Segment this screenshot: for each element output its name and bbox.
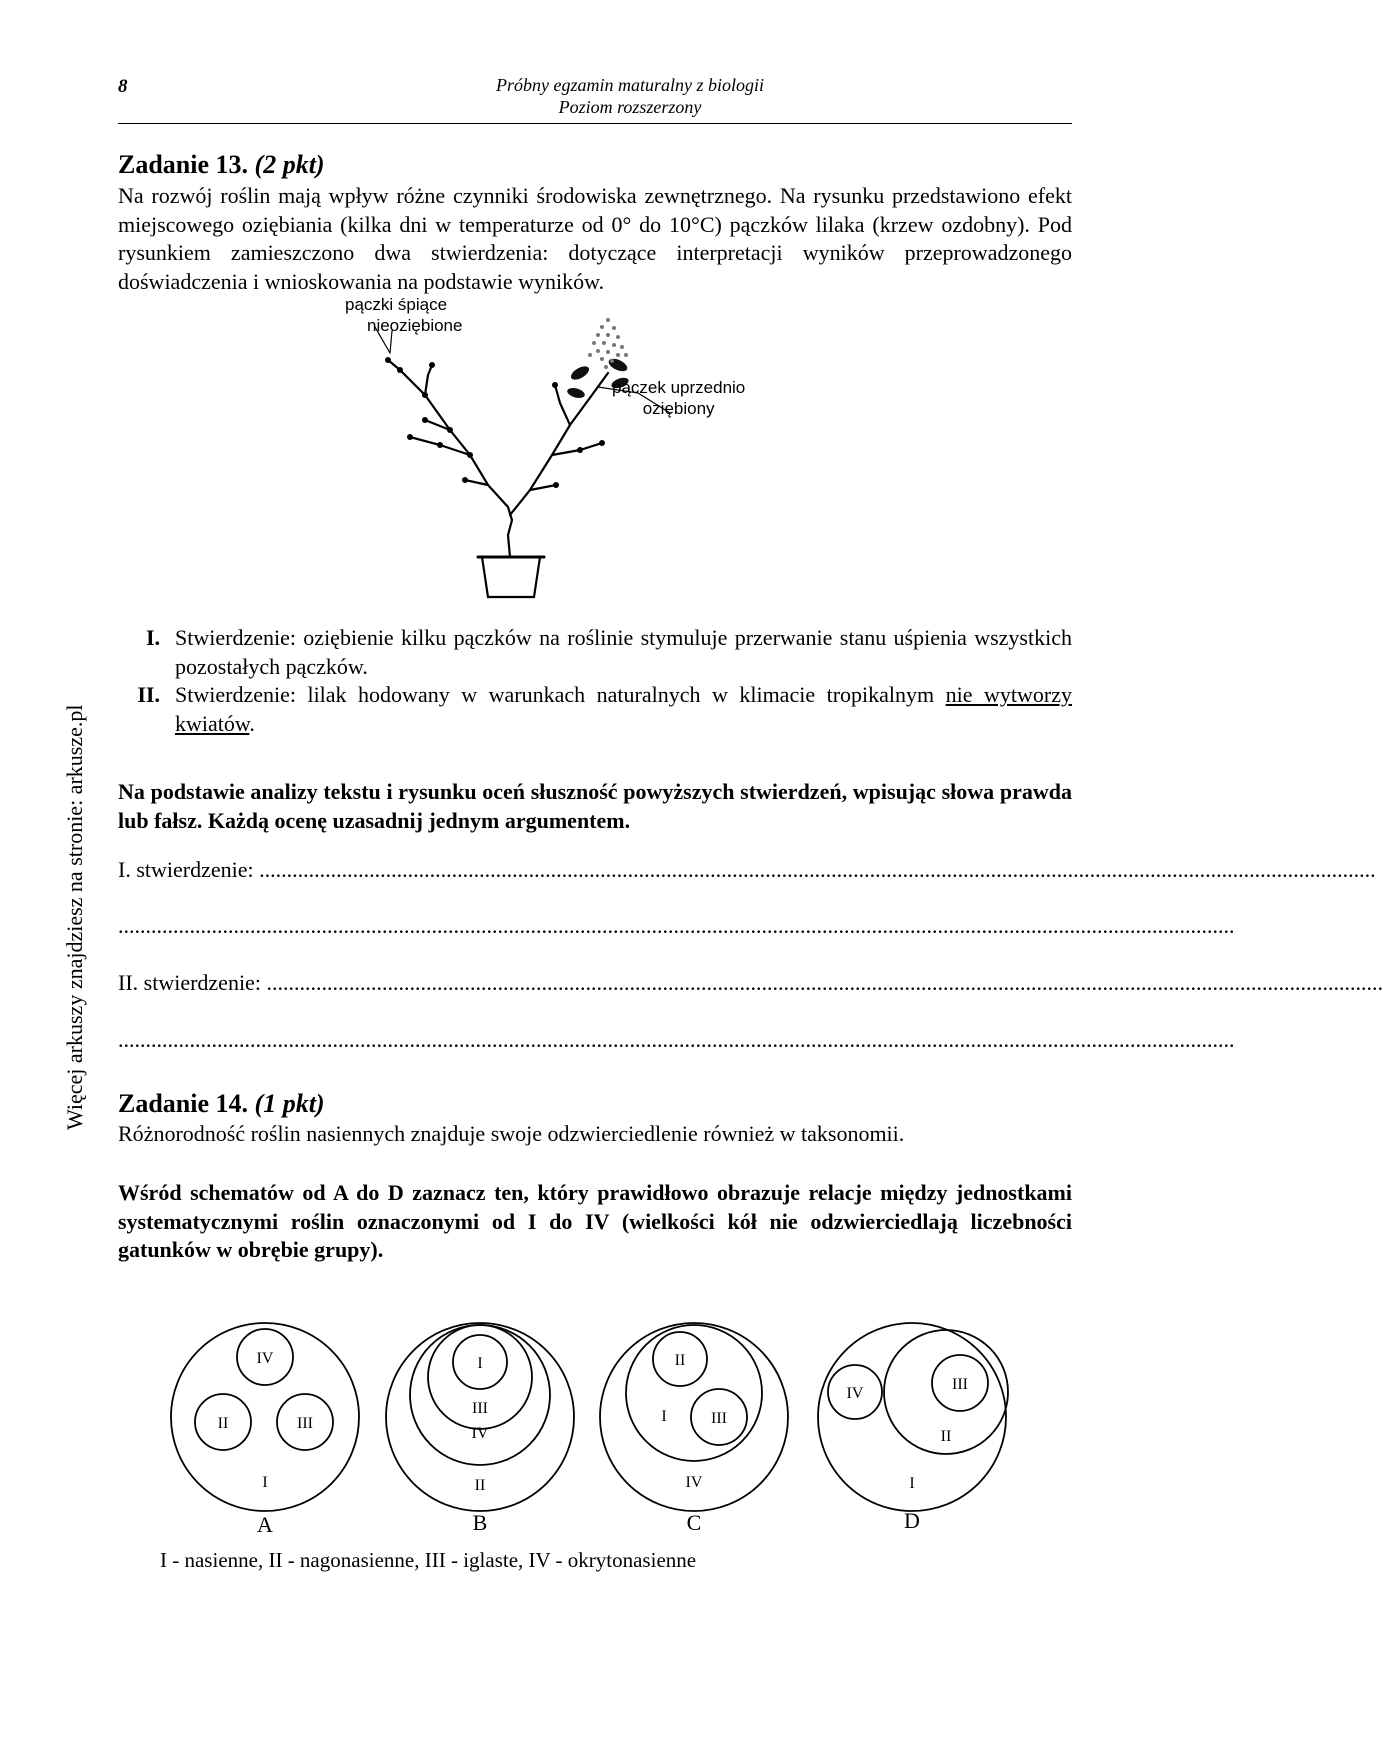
taxonomy-legend: I - nasienne, II - nagonasienne, III - iglaste, IV - okrytonasienne xyxy=(160,1548,697,1572)
diagram-b-label-iv: IV xyxy=(471,1425,489,1442)
diagram-c-circle-i xyxy=(626,1325,762,1461)
task13-intro: Na rozwój roślin mają wpływ różne czynniki środowiska zewnętrznego. Na rysunku przedstawiono efekt miejscowego oziębiania (kilka dni w temperaturze od 0° do 10°C) pączków lilaka (krzew ozdobny). Pod rysunkiem zamieszczono dwa stwierdzenia: dotyczące interpretacji wyników przeprowadzonego doświadczenia i wnioskowania na podstawie wyników. xyxy=(118,183,1072,294)
label-cooled-bud xyxy=(612,377,745,419)
label-dormant-buds xyxy=(345,294,462,336)
diagram-b-letter: B xyxy=(472,1510,488,1535)
diagram-a-letter: A xyxy=(257,1512,273,1537)
answer-line-2[interactable] xyxy=(118,912,1235,940)
diagram-c-label-ii: II xyxy=(674,1352,686,1369)
statement-1-text: Stwierdzenie: oziębienie kilku pączków na roślinie stymuluje przerwanie stanu uśpienia wszystkich pozostałych pączków. xyxy=(175,625,1072,679)
statement-2-text xyxy=(175,681,1072,738)
diagram-a-label-iii: III xyxy=(297,1415,313,1432)
diagram-d-label-i: I xyxy=(909,1475,915,1492)
answer-dots-2: ........................................................................................................................................................................................................... xyxy=(118,913,1235,938)
label-dormant-line2: nieoziębione xyxy=(367,316,463,335)
task13-title-text: Zadanie 13. xyxy=(118,150,249,179)
task14-intro: Różnorodność roślin nasiennych znajduje swoje odzwierciedlenie również w taksonomii. xyxy=(118,1121,905,1146)
label-dormant-line1: pączki śpiące xyxy=(345,295,448,314)
diagram-a-label-i: I xyxy=(262,1474,268,1491)
branch-right xyxy=(510,373,608,515)
side-note: Więcej arkuszy znajdziesz na stronie: arkusze.pl xyxy=(62,704,87,1130)
answer-dots-1: ........................................................................................................................................................................................................... xyxy=(259,857,1376,882)
task14-title-text: Zadanie 14. xyxy=(118,1089,249,1118)
lilac-drawing xyxy=(370,325,810,610)
diagram-b-label-iii: III xyxy=(472,1400,488,1417)
diagram-a-label-ii: II xyxy=(217,1415,229,1432)
diagram-c-letter: C xyxy=(686,1510,702,1535)
statement-2-num: II. xyxy=(137,682,160,707)
diagram-d-label-iv: IV xyxy=(846,1385,864,1402)
taxonomy-diagrams xyxy=(150,1305,1110,1535)
statement-2-underlined: nie wytworzy kwiatów xyxy=(175,682,1073,736)
answer-dots-3: ........................................................................................................................................................................................................... xyxy=(266,970,1383,995)
branch-left xyxy=(388,360,508,507)
header-title-line1: Próbny egzamin maturalny z biologii xyxy=(496,75,764,95)
task13-points: (2 pkt) xyxy=(254,150,325,179)
diagram-a-label-iv: IV xyxy=(256,1350,274,1367)
task14-instruction: Wśród schematów od A do D zaznacz ten, który prawidłowo obrazuje relacje między jednostkami systematycznymi roślin oznaczonymi od I do IV (wielkości kół nie odzwierciedlają liczebności gatunków w obrębie grupy). xyxy=(118,1180,1072,1262)
statement-2-main: Stwierdzenie: lilak hodowany w warunkach naturalnych w klimacie tropikalnym xyxy=(175,682,935,707)
diagram-c-label-iii: III xyxy=(711,1410,727,1427)
answer-line-3[interactable] xyxy=(118,969,1383,997)
page-number: 8 xyxy=(118,76,128,97)
statement-1-num: I. xyxy=(145,625,160,650)
pot xyxy=(482,557,540,597)
header-title-line2: Poziom rozszerzony xyxy=(558,97,702,117)
diagram-b-label-ii: II xyxy=(474,1477,486,1494)
flower-panicle xyxy=(588,318,628,369)
answer-line-1[interactable] xyxy=(118,856,1376,884)
statement-2-tail: . xyxy=(249,710,255,736)
lilac-figure xyxy=(345,295,810,610)
task13-instruction: Na podstawie analizy tekstu i rysunku oceń słuszność powyższych stwierdzeń, wpisując słowa prawda lub fałsz. Każdą ocenę uzasadnij jednym argumentem. xyxy=(118,779,1072,833)
task14-points: (1 pkt) xyxy=(254,1089,325,1118)
task13-title xyxy=(118,150,325,180)
label-cooled-line1: pączek uprzednio xyxy=(612,378,746,397)
header-divider xyxy=(118,123,1072,124)
diagram-d-letter: D xyxy=(904,1508,920,1533)
diagram-b-label-i: I xyxy=(477,1355,483,1372)
task14-title xyxy=(118,1089,325,1119)
page-header-title xyxy=(400,74,860,118)
diagram-c-label-i: I xyxy=(661,1408,667,1425)
label-cooled-line2: oziębiony xyxy=(642,399,715,418)
diagram-c-label-iv: IV xyxy=(685,1474,703,1491)
diagram-d-label-iii: III xyxy=(952,1376,968,1393)
answer-label-1: I. stwierdzenie: xyxy=(118,857,260,882)
answer-line-4[interactable] xyxy=(118,1026,1235,1054)
answer-label-2: II. stwierdzenie: xyxy=(118,970,267,995)
answer-dots-4: ........................................................................................................................................................................................................... xyxy=(118,1027,1235,1052)
diagram-d-label-ii: II xyxy=(940,1428,952,1445)
